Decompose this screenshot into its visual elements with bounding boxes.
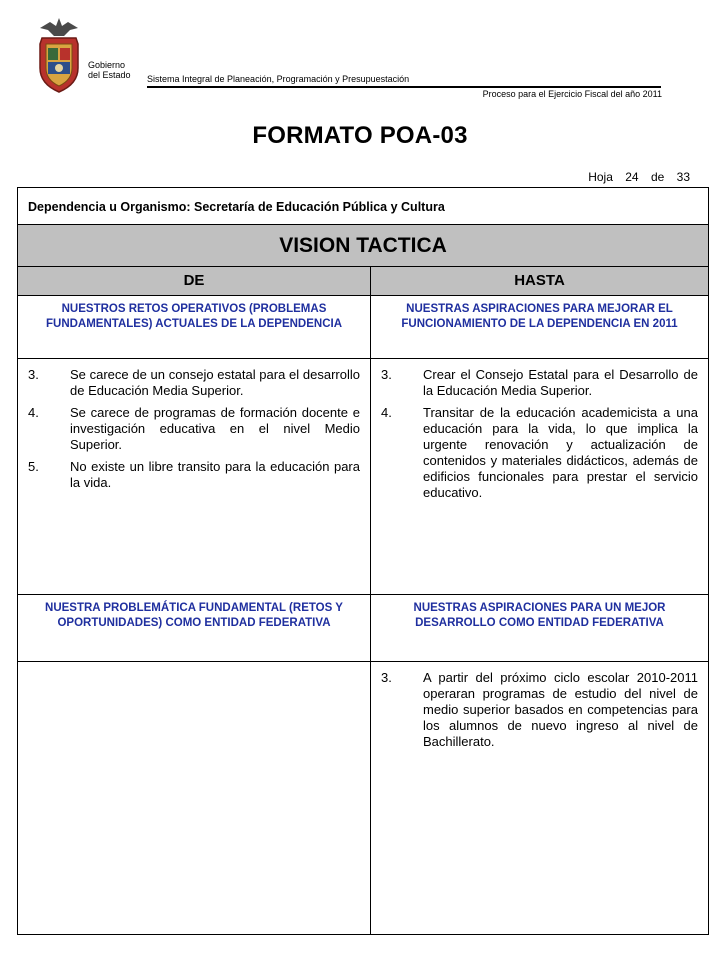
item-number: 3.	[381, 670, 392, 685]
system-name: Sistema Integral de Planeación, Programación y Presupuestación	[147, 74, 410, 84]
item-number: 3.	[28, 367, 39, 382]
list-item	[28, 405, 360, 453]
sheet-label: Hoja	[588, 170, 613, 184]
poa-table	[17, 187, 709, 935]
gobierno-line2: del Estado	[88, 70, 131, 80]
column-header-row	[18, 267, 708, 296]
page-title: FORMATO POA-03	[252, 122, 468, 149]
list-item	[381, 670, 698, 750]
caption-right-2: NUESTRAS ASPIRACIONES PARA UN MEJOR DESARROLLO COMO ENTIDAD FEDERATIVA	[413, 602, 666, 629]
body-right-2	[371, 662, 708, 934]
column-header-from: DE	[18, 267, 371, 295]
column-header-to: HASTA	[514, 272, 565, 289]
item-number: 3.	[381, 367, 392, 382]
caption-row-2	[18, 595, 708, 662]
caption-row-1	[18, 296, 708, 359]
process-label: Proceso para el Ejercicio Fiscal del año 2011	[482, 89, 662, 99]
body-left-2	[18, 662, 371, 934]
sheet-of-label: de	[650, 170, 665, 184]
list-item	[28, 367, 360, 399]
sheet-current: 24	[625, 170, 639, 184]
gobierno-line1: Gobierno	[88, 60, 126, 70]
gobierno-label	[88, 60, 131, 80]
body-row-2	[18, 662, 708, 934]
caption-left-2: NUESTRA PROBLEMÁTICA FUNDAMENTAL (RETOS Y OPORTUNIDADES) COMO ENTIDAD FEDERATIVA	[18, 595, 371, 661]
item-number: 4.	[28, 405, 39, 420]
dependency-row: Dependencia u Organismo: Secretaría de Educación Pública y Cultura	[18, 188, 708, 225]
list-item	[381, 405, 698, 501]
section-title: VISION TACTICA	[18, 225, 708, 267]
item-text: A partir del próximo ciclo escolar 2010-2011 operaran programas de estudio del nivel de medio superior basados en competencias para los alumnos de nuevo ingreso al nivel de Bachillerato.	[423, 670, 698, 749]
sheet-counter	[588, 170, 690, 184]
item-text: Se carece de programas de formación docente e investigación educativa en el nivel Medio Superior.	[70, 405, 360, 452]
header-divider	[147, 86, 661, 88]
body-row-1	[18, 359, 708, 595]
item-number: 5.	[28, 459, 39, 474]
body-left-1	[18, 359, 371, 594]
caption-left-1: NUESTROS RETOS OPERATIVOS (PROBLEMAS FUNDAMENTALES) ACTUALES DE LA DEPENDENCIA	[18, 296, 371, 358]
body-right-1	[371, 359, 708, 594]
item-number: 4.	[381, 405, 392, 420]
list-item	[381, 367, 698, 399]
item-text: No existe un libre transito para la educación para la vida.	[70, 459, 360, 490]
caption-right-1: NUESTRAS ASPIRACIONES PARA MEJORAR EL FUNCIONAMIENTO DE LA DEPENDENCIA EN 2011	[401, 303, 678, 330]
sheet-total: 33	[676, 170, 690, 184]
item-text: Transitar de la educación academicista a una educación para la vida, lo que implica la urgente renovación y actualización de contenidos y materiales didácticos, además de edificios funcionales para prestar el servicio educativo.	[423, 405, 698, 500]
item-text: Crear el Consejo Estatal para el Desarrollo de la Educación Media Superior.	[423, 367, 698, 398]
state-seal-logo	[34, 14, 84, 96]
item-text: Se carece de un consejo estatal para el desarrollo de Educación Media Superior.	[70, 367, 360, 398]
list-item	[28, 459, 360, 491]
